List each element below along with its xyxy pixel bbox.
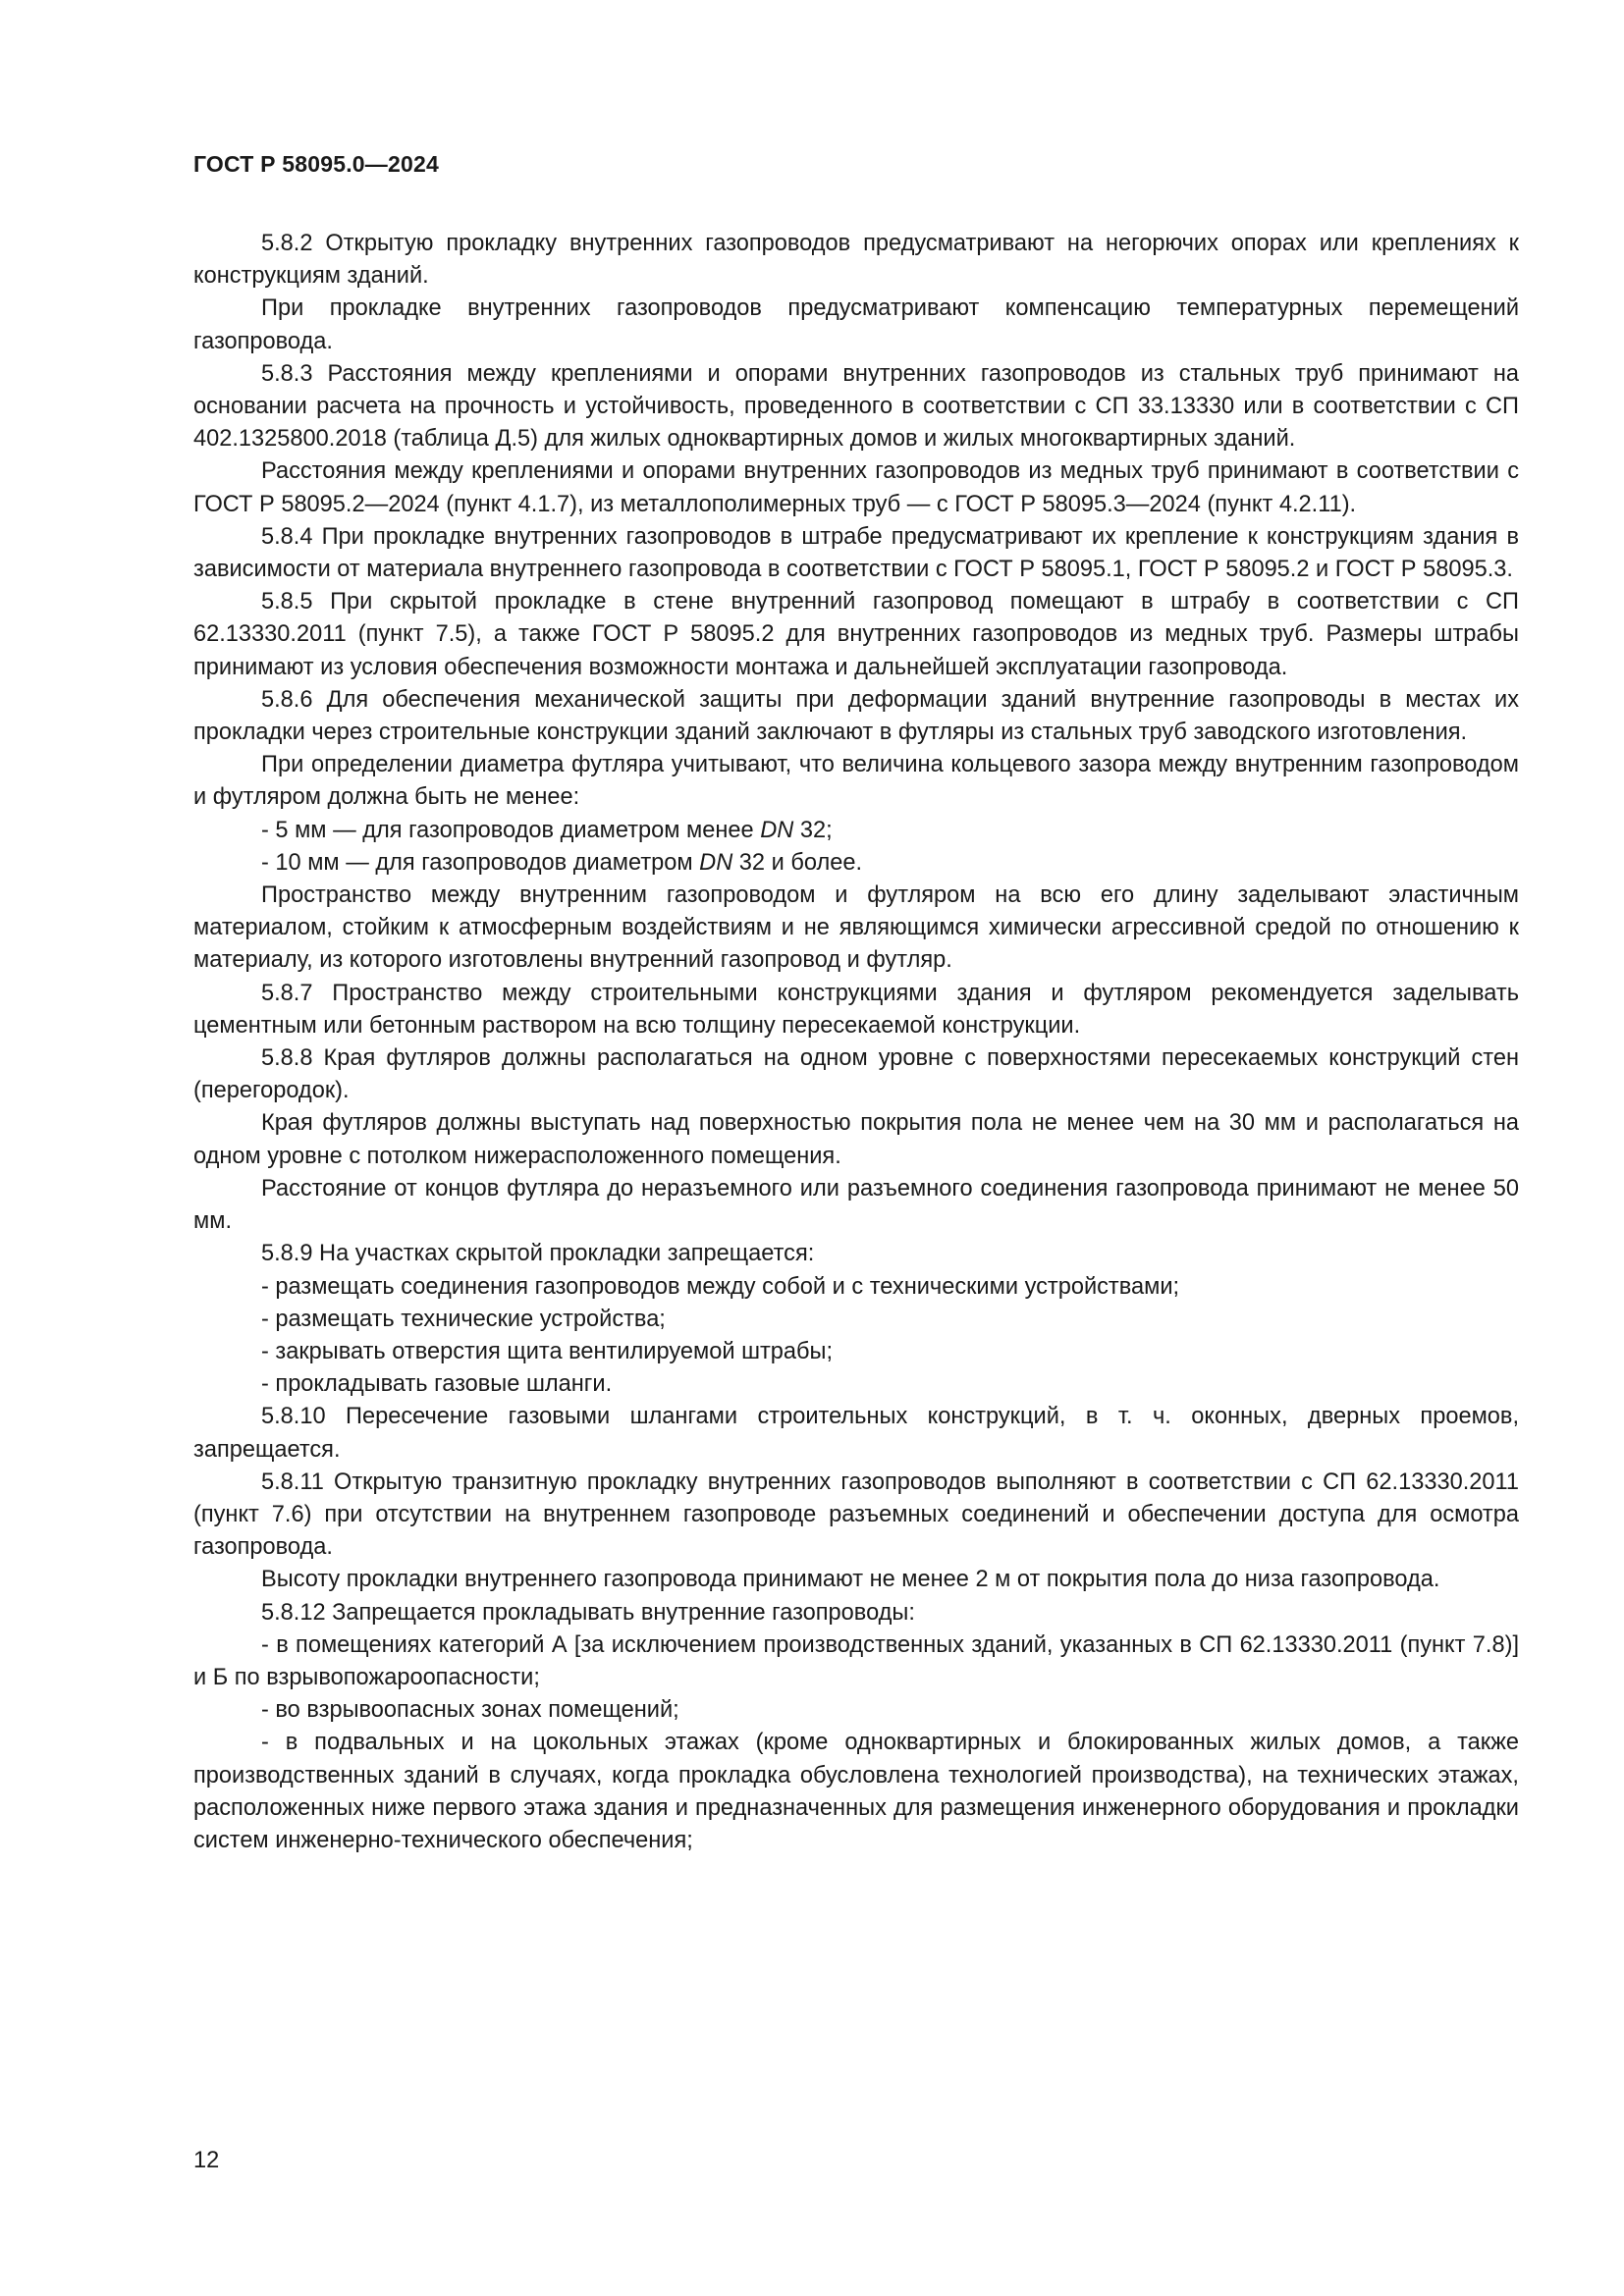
paragraph: 5.8.9 На участках скрытой прокладки запрещается: [261, 1241, 815, 1267]
paragraph: - закрывать отверстия щита вентилируемой штрабы; [261, 1338, 834, 1364]
paragraph: 5.8.6 Для обеспечения механической защиты при деформации зданий внутренние газопроводы в местах их прокладки через строительные конструкции зданий заключают в футляры из стальных труб заводского изготовления. [193, 686, 1519, 746]
paragraph: 5.8.3 Расстояния между креплениями и опорами внутренних газопроводов из стальных труб принимают на основании расчета на прочность и устойчивость, проведенного в соответствии с СП 33.13330 или в соответствии с СП 402.1325800.2018 (таблица Д.5) для жилых одноквартирных домов и жилых многоквартирных зданий. [193, 360, 1519, 453]
paragraph: - в помещениях категорий А [за исключением производственных зданий, указанных в СП 62.13330.2011 (пункт 7.8)] и Б по взрывопожароопасности; [193, 1631, 1519, 1690]
paragraph: - во взрывоопасных зонах помещений; [261, 1697, 679, 1724]
paragraph: При прокладке внутренних газопроводов предусматривают компенсацию температурных перемещений газопровода. [193, 295, 1519, 354]
paragraph: 5.8.8 Края футляров должны располагаться на одном уровне с поверхностями пересекаемых конструкций стен (перегородок). [193, 1045, 1519, 1104]
document-header: ГОСТ Р 58095.0—2024 [193, 151, 439, 177]
paragraph: - размещать соединения газопроводов между собой и с техническими устройствами; [261, 1273, 1180, 1300]
paragraph: - 5 мм — для газопроводов диаметром менее DN 32; [261, 817, 833, 843]
paragraph: Высоту прокладки внутреннего газопровода принимают не менее 2 м от покрытия пола до низа газопровода. [261, 1567, 1440, 1593]
paragraph: Пространство между внутренним газопроводом и футляром на всю его длину заделывают эластичным материалом, стойким к атмосферным воздействиям и не являющимся химически агрессивной средой по отношению к материалу, из которого изготовлены внутренний газопровод и футляр. [193, 882, 1519, 974]
paragraph: - размещать технические устройства; [261, 1306, 666, 1332]
paragraph: 5.8.11 Открытую транзитную прокладку внутренних газопроводов выполняют в соответствии с СП 62.13330.2011 (пункт 7.6) при отсутствии на внутреннем газопроводе разъемных соединений и обеспечении доступа для осмотра газопровода. [193, 1468, 1519, 1561]
paragraph: 5.8.2 Открытую прокладку внутренних газопроводов предусматривают на негорючих опорах или креплениях к конструкциям зданий. [193, 231, 1519, 290]
paragraph: При определении диаметра футляра учитывают, что величина кольцевого зазора между внутренним газопроводом и футляром должна быть не менее: [193, 752, 1519, 811]
paragraph: - в подвальных и на цокольных этажах (кроме одноквартирных и блокированных жилых домов, а также производственных зданий в случаях, когда прокладка обусловлена технологией производства), на технических этажах, расположенных ниже первого этажа здания и предназначенных для размещения инженерного оборудования и прокладки систем инженерно-технического обеспечения; [193, 1730, 1519, 1853]
paragraph: Края футляров должны выступать над поверхностью покрытия пола не менее чем на 30 мм и располагаться на одном уровне с потолком нижерасположенного помещения. [193, 1110, 1519, 1169]
paragraph: - 10 мм — для газопроводов диаметром DN 32 и более. [261, 849, 863, 876]
document-body [193, 228, 1519, 1857]
paragraph: Расстояния между креплениями и опорами внутренних газопроводов из медных труб принимают в соответствии с ГОСТ Р 58095.2—2024 (пункт 4.1.7), из металлополимерных труб — с ГОСТ Р 58095.3—2024 (пункт 4.2.11). [193, 458, 1519, 517]
paragraph: Расстояние от концов футляра до неразъемного или разъемного соединения газопровода принимают не менее 50 мм. [193, 1175, 1519, 1235]
paragraph: - прокладывать газовые шланги. [261, 1371, 613, 1398]
page-number: 12 [193, 2148, 220, 2173]
paragraph: 5.8.12 Запрещается прокладывать внутренние газопроводы: [261, 1599, 915, 1626]
paragraph: 5.8.7 Пространство между строительными конструкциями здания и футляром рекомендуется заделывать цементным или бетонным раствором на всю толщину пересекаемой конструкции. [193, 980, 1519, 1039]
paragraph: 5.8.5 При скрытой прокладке в стене внутренний газопровод помещают в штрабу в соответствии с СП 62.13330.2011 (пункт 7.5), а также ГОСТ Р 58095.2 для внутренних газопроводов из медных труб. Размеры штрабы принимают из условия обеспечения возможности монтажа и дальнейшей эксплуатации газопровода. [193, 589, 1519, 680]
paragraph: 5.8.4 При прокладке внутренних газопроводов в штрабе предусматривают их крепление к конструкциям здания в зависимости от материала внутреннего газопровода в соответствии с ГОСТ Р 58095.1, ГОСТ Р 58095.2 и ГОСТ Р 58095.3. [193, 523, 1519, 583]
paragraph: 5.8.10 Пересечение газовыми шлангами строительных конструкций, в т. ч. оконных, дверных проемов, запрещается. [193, 1404, 1519, 1463]
